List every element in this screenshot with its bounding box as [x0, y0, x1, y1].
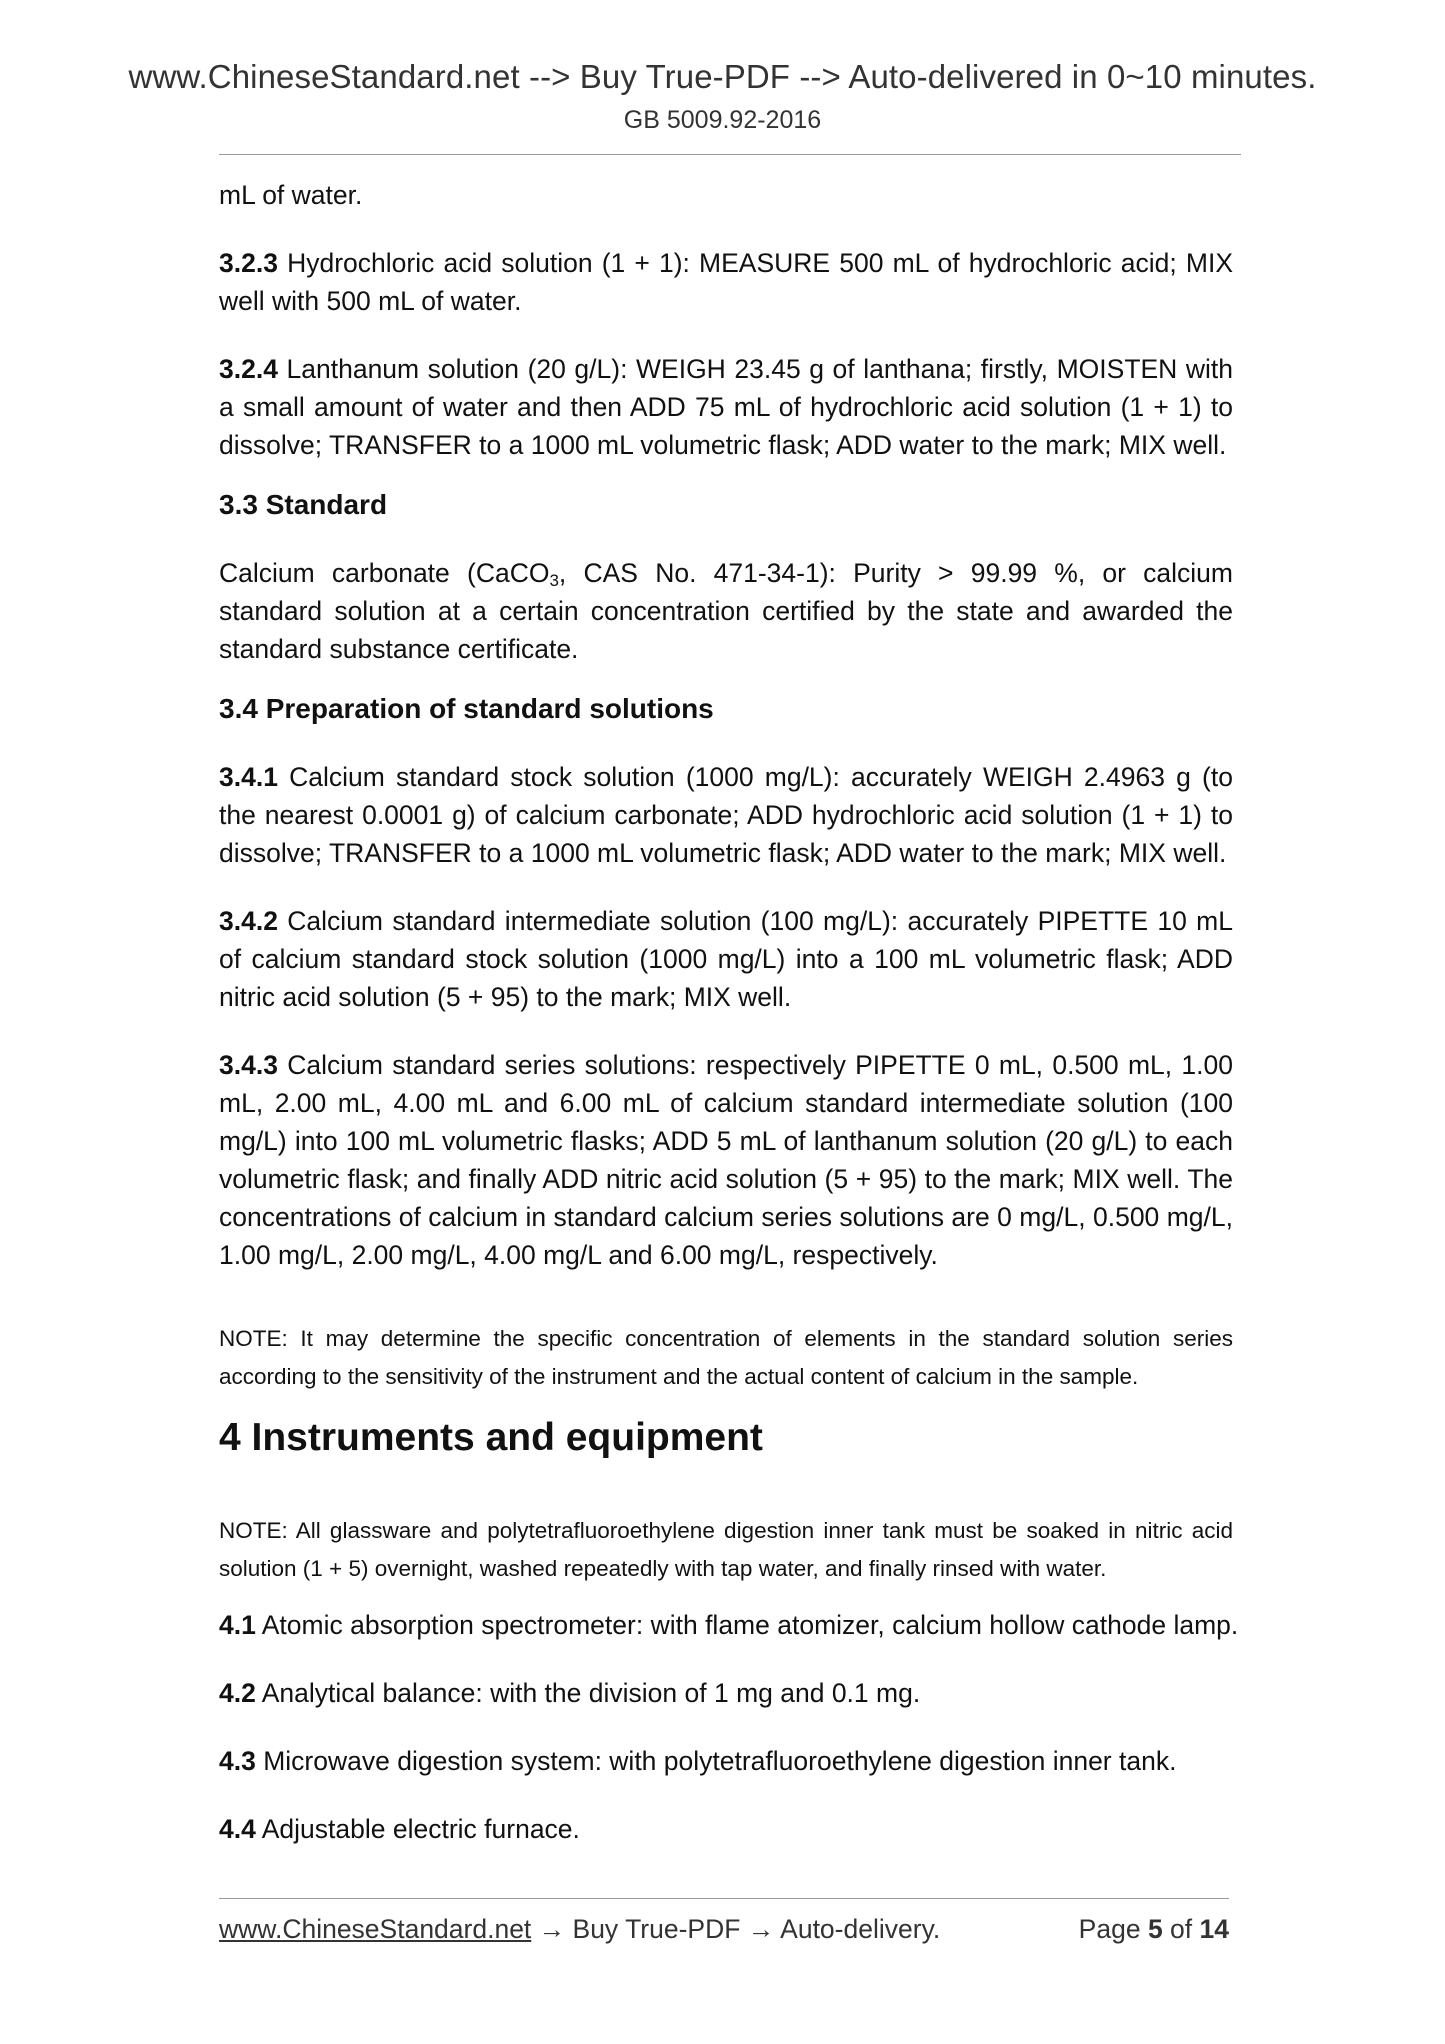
clause-text: Lanthanum solution (20 g/L): WEIGH 23.45 g of lanthana; firstly, MOISTEN with a small amount of water and then ADD 75 mL of hydrochloric acid solution (1 + 1) to dissolve; TRANSFER to a 1000 mL volumetric flask; ADD water to the mark; MIX well.	[219, 354, 1233, 460]
clause-number: 3.4.2	[219, 906, 278, 936]
clause-number: 3.2.4	[219, 354, 278, 384]
header-divider	[219, 154, 1241, 155]
clause-number: 3.4.3	[219, 1050, 278, 1080]
clause-3-4-1	[219, 758, 1233, 872]
clause-3-4-2	[219, 902, 1233, 1016]
page-number: Page 5 of 14	[1078, 1914, 1229, 1944]
clause-text: Calcium standard stock solution (1000 mg/L): accurately WEIGH 2.4963 g (to the nearest 0.0001 g) of calcium carbonate; ADD hydrochloric acid solution (1 + 1) to dissolve; TRANSFER to a 1000 mL volumetric flask; ADD water to the mark; MIX well.	[219, 762, 1233, 868]
clause-text: Microwave digestion system: with polytetrafluoroethylene digestion inner tank.	[255, 1746, 1177, 1776]
clause-text: Adjustable electric furnace.	[255, 1814, 580, 1844]
clause-text: Calcium standard series solutions: respectively PIPETTE 0 mL, 0.500 mL, 1.00 mL, 2.00 mL, 4.00 mL and 6.00 mL of calcium standard intermediate solution (100 mg/L) into 100 mL volumetric flasks; ADD 5 mL of lanthanum solution (20 g/L) to each volumetric flask; and finally ADD nitric acid solution (5 + 95) to the mark; MIX well. The concentrations of calcium in standard calcium series solutions are 0 mg/L, 0.500 mg/L, 1.00 mg/L, 2.00 mg/L, 4.00 mg/L and 6.00 mg/L, respectively.	[219, 1050, 1233, 1270]
standard-code: GB 5009.92-2016	[623, 106, 822, 134]
clause-text: Analytical balance: with the division of 1 mg and 0.1 mg.	[255, 1678, 921, 1708]
clause-text: Hydrochloric acid solution (1 + 1): MEASURE 500 mL of hydrochloric acid; MIX well with 500 mL of water.	[219, 248, 1233, 316]
clause-4-1	[219, 1606, 1239, 1644]
clause-4-2	[219, 1674, 1233, 1712]
clause-number: 4.2	[219, 1678, 256, 1708]
note-standard-series: NOTE: It may determine the specific concentration of elements in the standard solution series according to the sensitivity of the instrument and the actual content of calcium in the sample.	[219, 1326, 1233, 1389]
clause-number: 3.2.3	[219, 248, 278, 278]
note-glassware: NOTE: All glassware and polytetrafluoroethylene digestion inner tank must be soaked in nitric acid solution (1 + 5) overnight, washed repeatedly with tap water, and finally rinsed with water.	[219, 1518, 1233, 1581]
clause-text: Atomic absorption spectrometer: with flame atomizer, calcium hollow cathode lamp.	[255, 1610, 1239, 1640]
header-banner: www.ChineseStandard.net --> Buy True-PDF --> Auto-delivered in 0~10 minutes.	[128, 58, 1317, 95]
paragraph-continued: mL of water.	[219, 180, 363, 210]
clause-3-2-4	[219, 350, 1233, 464]
total-pages: 14	[1199, 1914, 1229, 1944]
heading-section-4: 4 Instruments and equipment	[219, 1416, 763, 1459]
footer-divider	[219, 1898, 1229, 1899]
clause-text: Calcium standard intermediate solution (100 mg/L): accurately PIPETTE 10 mL of calcium standard stock solution (1000 mg/L) into a 100 mL volumetric flask; ADD nitric acid solution (5 + 95) to the mark; MIX well.	[219, 906, 1233, 1012]
clause-4-3	[219, 1742, 1233, 1780]
clause-number: 3.4.1	[219, 762, 278, 792]
clause-number: 4.1	[219, 1610, 256, 1640]
heading-3-3: 3.3 Standard	[219, 489, 388, 520]
heading-3-4: 3.4 Preparation of standard solutions	[219, 693, 714, 724]
clause-4-4	[219, 1810, 1233, 1848]
clause-number: 4.4	[219, 1814, 256, 1844]
footer-link[interactable]: www.ChineseStandard.net	[219, 1914, 532, 1944]
clause-number: 4.3	[219, 1746, 256, 1776]
current-page: 5	[1147, 1914, 1163, 1944]
clause-3-3-text: Calcium carbonate (CaCO$_3$, CAS No. 471-34-1): Purity > 99.99 %, or calcium standard solution at a certain concentration certified by the state and awarded the standard substance certificate.	[219, 558, 1233, 664]
footer-promo: www.ChineseStandard.net → Buy True-PDF → Auto-delivery.	[219, 1914, 941, 1944]
clause-3-4-3	[219, 1046, 1233, 1274]
clause-3-2-3	[219, 244, 1233, 320]
